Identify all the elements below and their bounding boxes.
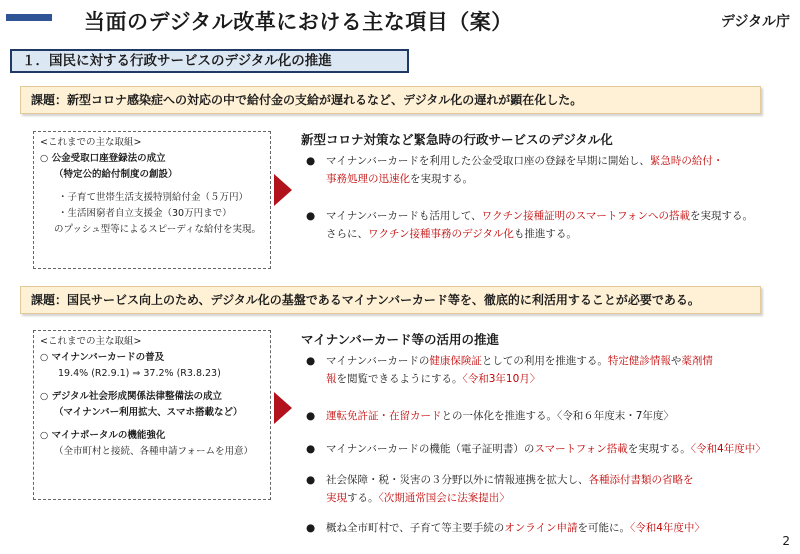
bullet-text: や xyxy=(670,355,682,367)
issue-banner-1: 課題：新型コロナ感染症への対応の中で給付金の支給が遅れるなど、デジタル化の遅れが顕在化した。 xyxy=(20,86,761,114)
bullet-text: としての利用を推進する。 xyxy=(481,355,608,367)
bullet-item xyxy=(306,352,713,388)
bullet-text: を実現する。 xyxy=(690,210,754,222)
page-number: 2 xyxy=(782,534,790,548)
box-item: ○ マイナンバーカードの普及 xyxy=(40,352,165,363)
highlight-text: 各種添付書類の省略を xyxy=(588,474,694,486)
highlight-text: 薬剤情 xyxy=(681,355,713,367)
box-item-value: 19.4% (R2.9.1) ⇒ 37.2% (R3.8.23) xyxy=(58,368,221,379)
bullet-text: との一体化を推進する。 xyxy=(441,410,557,422)
highlight-text: 報 xyxy=(326,373,337,385)
highlight-text: 健康保険証 xyxy=(429,355,482,367)
bullet-text: も推進する。 xyxy=(513,228,577,240)
arrow-right-icon xyxy=(274,392,292,424)
bullet-item xyxy=(306,440,766,458)
bullet-item xyxy=(306,519,705,537)
bullet-text: マイナンバーカードも活用して、 xyxy=(326,210,482,222)
bullet-text: 概ね全市町村で、子育て等主要手続の xyxy=(326,522,505,534)
bullet-icon: ● xyxy=(306,410,316,422)
bullet-text: を実現する。 xyxy=(627,443,691,455)
bullet-icon: ● xyxy=(306,155,316,167)
date-tag: 〈次期通常国会に法案提出〉 xyxy=(378,492,510,504)
arrow-right-icon xyxy=(274,174,292,206)
bullet-text: マイナンバーカードの xyxy=(326,355,430,367)
bullet-icon: ● xyxy=(306,522,316,534)
bullet-text: を実現する。 xyxy=(410,173,473,185)
highlight-text: ワクチン接種証明のスマートフォンへの搭載 xyxy=(481,210,691,222)
measures-heading-2: マイナンバーカード等の活用の推進 xyxy=(301,332,500,347)
date-tag: 〈令和4年度中〉 xyxy=(629,522,705,534)
box-item-sub: （特定公的給付制度の創設） xyxy=(54,169,178,180)
bullet-icon: ● xyxy=(306,355,316,367)
bullet-text: を閲覧できるようにする。 xyxy=(336,373,463,385)
past-initiatives-box-1 xyxy=(33,131,271,269)
issue-banner-2: 課題：国民サービス向上のため、デジタル化の基盤であるマイナンバーカード等を、徹底的に利活用することが必要である。 xyxy=(20,286,761,314)
measures-heading-1: 新型コロナ対策など緊急時の行政サービスのデジタル化 xyxy=(301,132,613,147)
past-initiatives-box-2 xyxy=(33,330,271,500)
bullet-icon: ● xyxy=(306,210,316,222)
highlight-text: 緊急時の給付・ xyxy=(649,155,724,167)
bullet-text: さらに、 xyxy=(326,228,368,240)
bullet-item xyxy=(306,407,674,425)
box-item: ○ 公金受取口座登録法の成立 xyxy=(40,153,166,164)
box-line: のプッシュ型等によるスピーディな給付を実現。 xyxy=(54,224,262,235)
highlight-text: 運転免許証・在留カード xyxy=(326,410,442,422)
bullet-text: する。 xyxy=(347,492,379,504)
highlight-text: オンライン申請 xyxy=(504,522,578,534)
box-item-sub: （全市町村と接続、各種申請フォームを用意） xyxy=(54,446,254,457)
bullet-text: マイナンバーカードの機能（電子証明書）の xyxy=(326,443,535,455)
box-line: ・生活困窮者自立支援金（30万円まで） xyxy=(58,208,232,219)
date-tag: 〈令和4年度中〉 xyxy=(690,443,766,455)
bullet-item xyxy=(306,207,753,243)
highlight-text: スマートフォン搭載 xyxy=(534,443,628,455)
bullet-item xyxy=(306,471,694,507)
box-item: ○ デジタル社会形成関係法律整備法の成立 xyxy=(40,391,223,402)
bullet-icon: ● xyxy=(306,443,316,455)
box-heading: <これまでの主な取組> xyxy=(40,137,142,148)
bullet-text: 社会保障・税・災害の３分野以外に情報連携を拡大し、 xyxy=(326,474,589,486)
highlight-text: ワクチン接種事務のデジタル化 xyxy=(368,228,514,240)
box-item-sub: （マイナンバー利用拡大、スマホ搭載など） xyxy=(54,407,243,418)
highlight-text: 実現 xyxy=(326,492,347,504)
box-line: ・子育て世帯生活支援特別給付金（５万円） xyxy=(58,192,249,203)
title-accent-bar xyxy=(6,14,52,21)
section-heading: １．国民に対する行政サービスのデジタル化の推進 xyxy=(10,49,409,73)
box-item: ○ マイナポータルの機能強化 xyxy=(40,430,166,441)
date-tag: 〈令和3年10月〉 xyxy=(462,373,541,385)
bullet-icon: ● xyxy=(306,474,316,486)
bullet-item xyxy=(306,152,723,188)
date-tag: 〈令和６年度末・7年度〉 xyxy=(557,410,674,422)
highlight-text: 事務処理の迅速化 xyxy=(326,173,410,185)
page-title: 当面のデジタル改革における主な項目（案） xyxy=(84,10,513,34)
bullet-text: マイナンバーカードを利用した公金受取口座の登録を早期に開始し、 xyxy=(326,155,650,167)
agency-name: デジタル庁 xyxy=(720,14,790,30)
box-heading: <これまでの主な取組> xyxy=(40,336,142,347)
bullet-text: を可能に。 xyxy=(577,522,630,534)
highlight-text: 特定健診情報 xyxy=(607,355,671,367)
